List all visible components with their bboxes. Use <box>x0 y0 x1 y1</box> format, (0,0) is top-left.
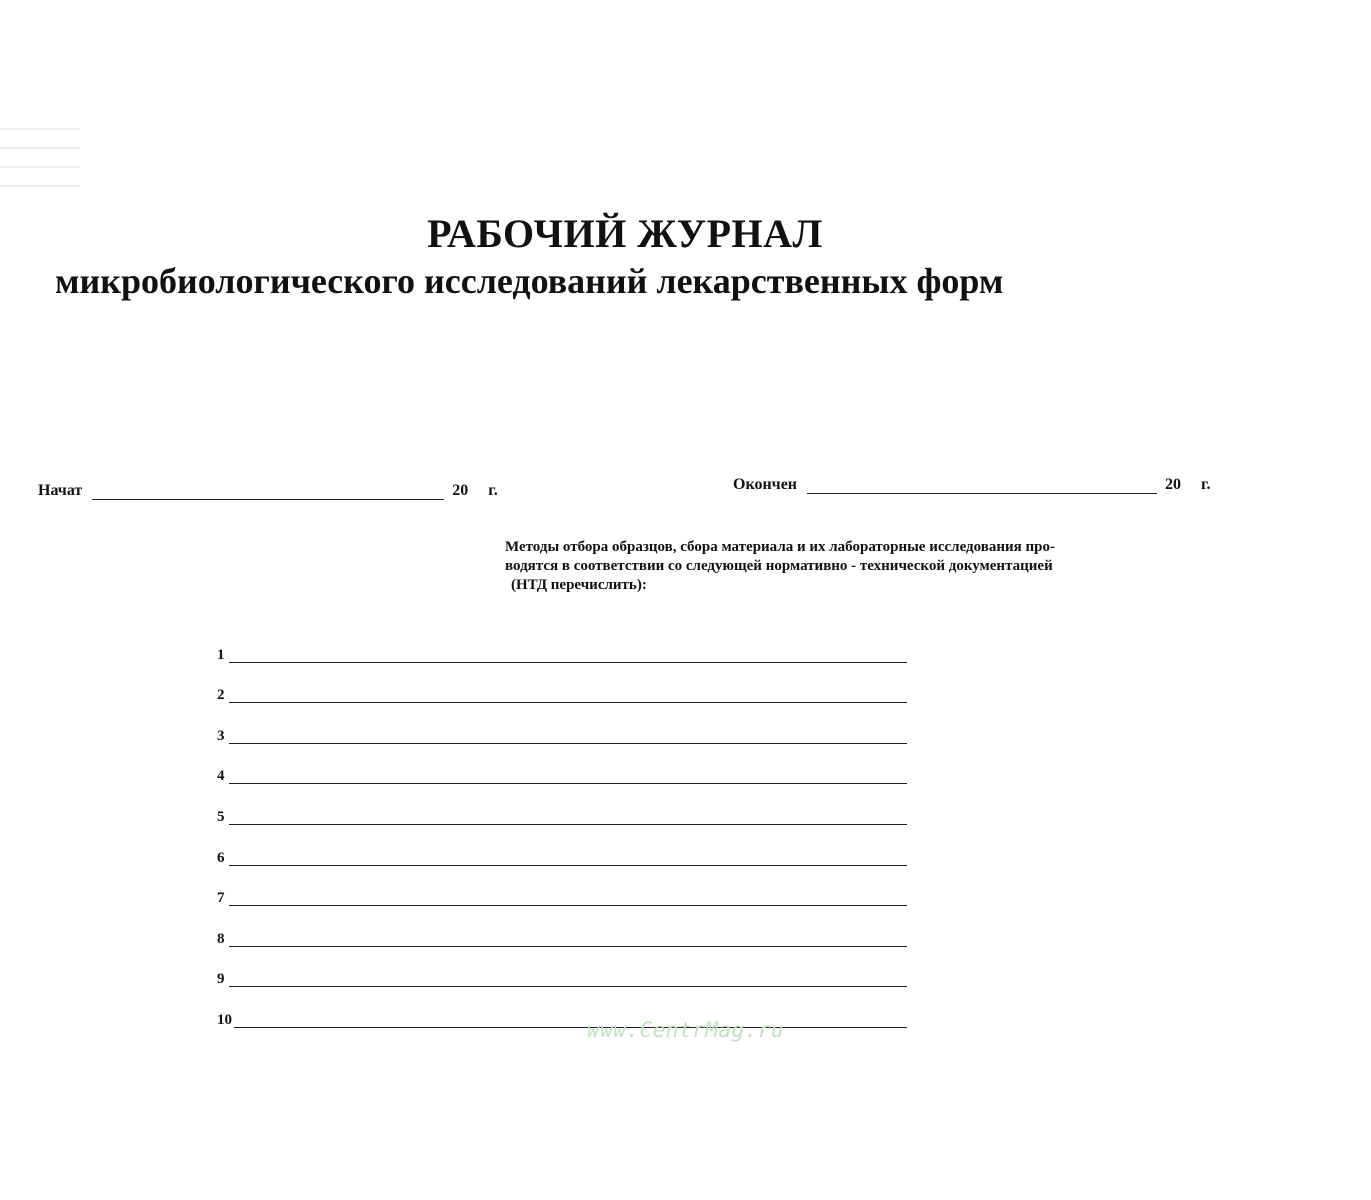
page-title: РАБОЧИЙ ЖУРНАЛ <box>427 211 823 256</box>
end-date-field[interactable] <box>807 479 1157 494</box>
watermark: www.CentrMag.ru <box>586 1018 785 1042</box>
methods-paragraph <box>505 538 1175 595</box>
ntd-list-item <box>217 906 907 947</box>
ntd-item-number: 4 <box>217 768 225 785</box>
ntd-item-number: 5 <box>217 808 225 825</box>
ntd-item-field[interactable] <box>229 648 907 663</box>
ntd-item-number: 1 <box>217 646 225 663</box>
ntd-item-field[interactable] <box>229 932 907 947</box>
end-year: 20 <box>1165 476 1182 493</box>
ntd-item-field[interactable] <box>229 729 907 744</box>
ntd-item-number: 3 <box>217 727 225 744</box>
end-date-row <box>733 476 1210 494</box>
page-subtitle: микробиологического исследований лекарственных форм <box>55 261 1004 301</box>
ntd-item-number: 10 <box>217 1011 232 1028</box>
ntd-item-number: 6 <box>217 849 225 866</box>
start-date-row <box>38 482 498 500</box>
bleed-through-marks <box>0 128 80 218</box>
ntd-list-item <box>217 825 907 866</box>
start-year-suffix: г. <box>488 482 498 499</box>
start-date-field[interactable] <box>92 485 444 500</box>
end-year-suffix: г. <box>1201 476 1211 493</box>
ntd-item-number: 7 <box>217 890 225 907</box>
ntd-item-field[interactable] <box>229 688 907 703</box>
ntd-item-number: 2 <box>217 687 225 704</box>
ntd-item-field[interactable] <box>229 810 907 825</box>
methods-line-2: водятся в соответствии со следующей нормативно - технической документацией <box>505 558 1053 574</box>
ntd-item-field[interactable] <box>229 972 907 987</box>
end-label: Окончен <box>733 476 798 493</box>
start-label: Начат <box>38 482 83 499</box>
ntd-item-number: 8 <box>217 930 225 947</box>
ntd-list-item <box>217 703 907 744</box>
ntd-list-item <box>217 866 907 907</box>
ntd-item-field[interactable] <box>229 851 907 866</box>
ntd-item-field[interactable] <box>229 891 907 906</box>
ntd-item-number: 9 <box>217 971 225 988</box>
ntd-list-item <box>217 744 907 785</box>
methods-line-3: (НТД перечислить): <box>511 577 647 593</box>
ntd-list-item <box>217 784 907 825</box>
ntd-item-field[interactable] <box>229 769 907 784</box>
ntd-list-item <box>217 663 907 704</box>
start-year: 20 <box>452 482 469 499</box>
methods-line-1: Методы отбора образцов, сбора материала и их лабораторные исследования про- <box>505 539 1055 555</box>
ntd-list <box>217 622 907 1028</box>
ntd-list-item <box>217 947 907 988</box>
ntd-list-item <box>217 622 907 663</box>
